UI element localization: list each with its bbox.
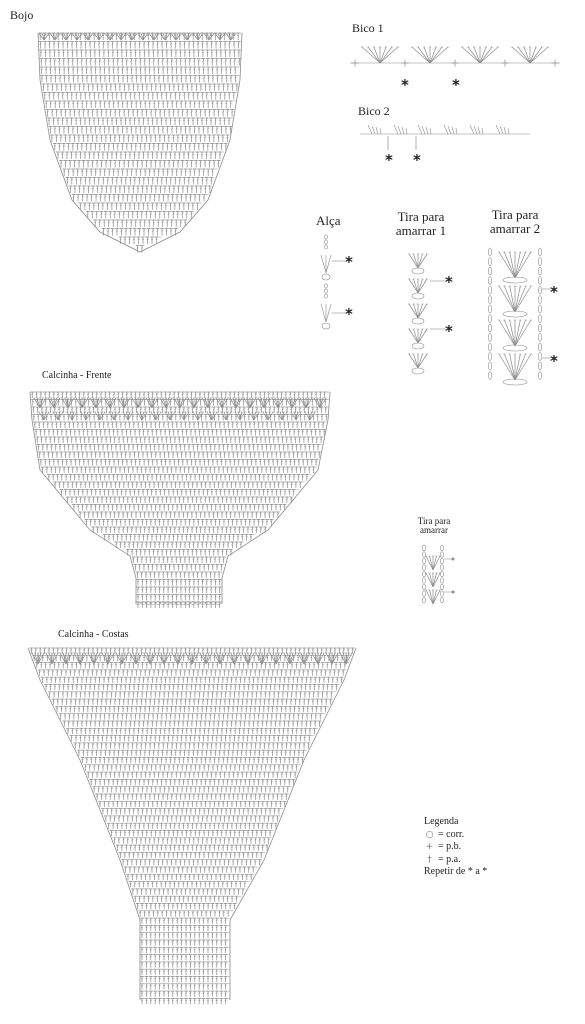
- repeat-marker-bico2-a: *: [385, 151, 393, 169]
- repeat-marker-alca-a: *: [345, 253, 353, 271]
- repeat-marker-bico1-b: *: [452, 76, 460, 94]
- repeat-marker-tira2-b: *: [550, 352, 558, 370]
- legend: [424, 816, 487, 879]
- tira-amarrar-2-title: [480, 208, 550, 235]
- bico-1-title: Bico 1: [352, 21, 384, 35]
- legend-note: Repetir de * a *: [424, 866, 488, 877]
- tira-amarrar-2-chart: [488, 248, 550, 385]
- legend-item-pb: [424, 841, 487, 854]
- legend-title: Legenda: [424, 816, 459, 827]
- legend-item-corr-text: = corr.: [438, 828, 465, 840]
- bico-2-title: Bico 2: [358, 104, 390, 118]
- bojo-title: Bojo: [10, 8, 34, 22]
- tira-1-line-2: amarrar 1: [395, 222, 447, 238]
- double-crochet-icon: †: [427, 854, 432, 865]
- alca-chart: [321, 235, 345, 329]
- alca-title: Alça: [316, 213, 341, 228]
- legend-item-pb-text: = p.b.: [438, 841, 462, 852]
- legend-item-pa: [424, 854, 487, 867]
- calcinha-costas-title: Calcinha - Costas: [58, 629, 129, 640]
- tira-amarrar-1-title: [386, 210, 456, 237]
- calcinha-frente-chart: [30, 392, 330, 608]
- legend-item-corr: [424, 829, 487, 842]
- repeat-marker-tira1-b: *: [445, 322, 453, 340]
- repeat-marker-bico1-a: *: [401, 76, 409, 94]
- tira-2-line-1: Tira para: [491, 207, 539, 222]
- repeat-marker-tira2-a: *: [550, 283, 558, 301]
- tira-2-line-2: amarrar 2: [489, 220, 541, 236]
- tira-1-line-1: Tira para: [397, 209, 445, 224]
- calcinha-costas-chart: [28, 648, 356, 1004]
- tira-line-2: amarrar: [420, 525, 448, 536]
- repeat-marker-alca-b: *: [345, 305, 353, 323]
- tira-amarrar-chart: [422, 545, 454, 604]
- legend-item-pa-text: = p.a.: [438, 853, 461, 865]
- tira-amarrar-1-chart: [408, 254, 445, 374]
- bico-2-chart: [360, 125, 530, 150]
- calcinha-frente-title: Calcinha - Frente: [42, 370, 112, 381]
- repeat-marker-tira1-a: *: [445, 273, 453, 291]
- chain-stitch-icon: ○: [425, 829, 434, 840]
- repeat-marker-bico2-b: *: [413, 151, 421, 169]
- tira-line-1: Tira para: [417, 516, 451, 526]
- single-crochet-icon: +: [425, 842, 434, 852]
- bojo-chart: [38, 33, 242, 253]
- tira-amarrar-title: [410, 517, 458, 536]
- bico-1-chart: [350, 47, 560, 67]
